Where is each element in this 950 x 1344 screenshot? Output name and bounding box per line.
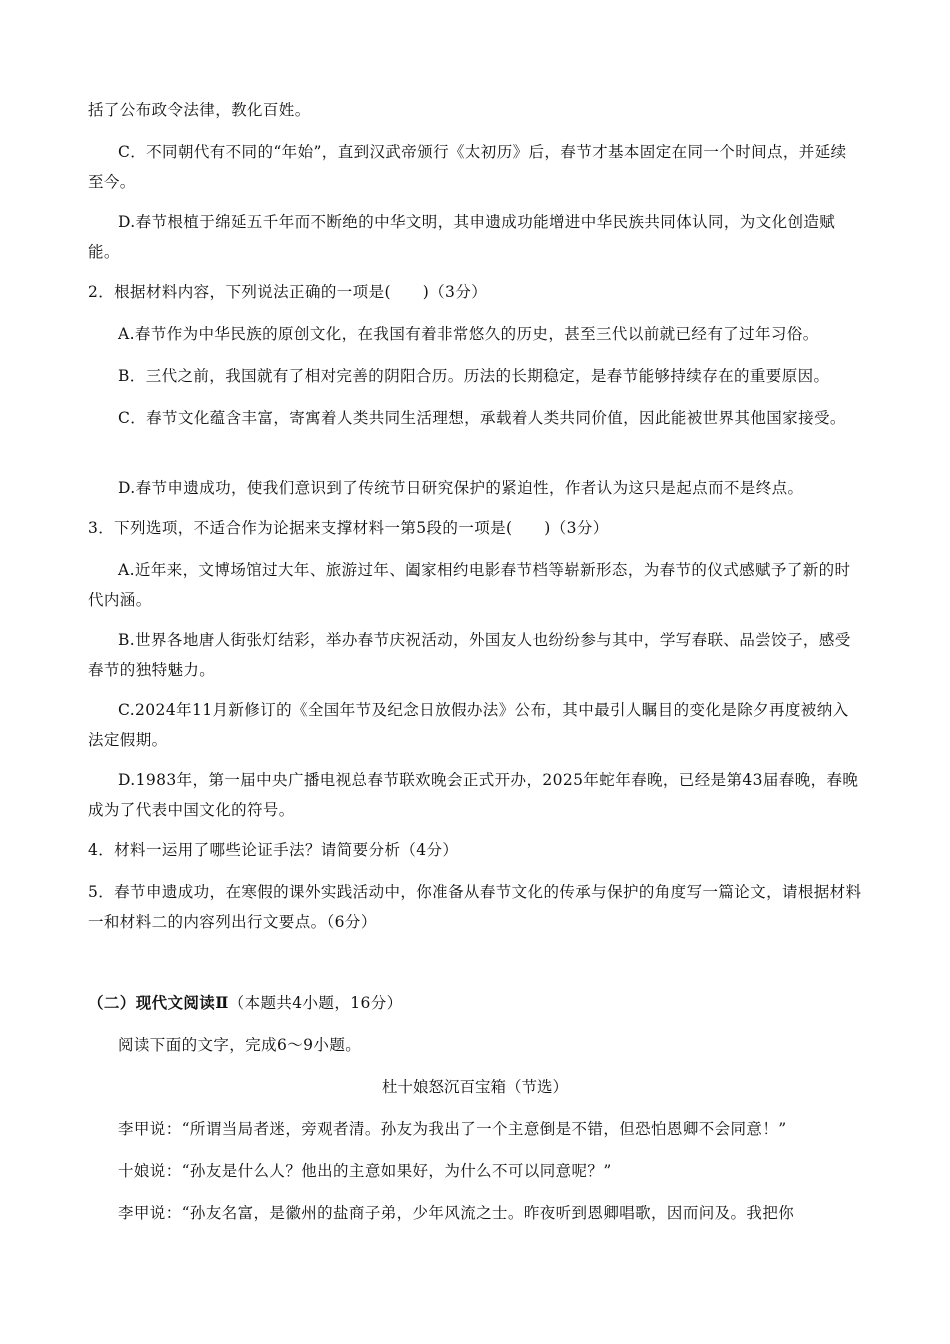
reading-instruction: 阅读下面的文字，完成6～9小题。 (118, 1036, 362, 1054)
question-2: 2．根据材料内容，下列说法正确的一项是( )（3分） (88, 283, 488, 301)
question-5: 5．春节申遗成功，在寒假的课外实践活动中，你准备从春节文化的传承与保护的角度写一篇论文，请根据材料一和材料二的内容列出行文要点。（6分） (88, 883, 862, 931)
option-c-line: C．不同朝代有不同的“年始”，直到汉武帝颁行《太初历》后，春节才基本固定在同一个时间点，并延续至今。 (88, 143, 847, 191)
paragraph-continuation: 括了公布政令法律，教化百姓。 (88, 101, 311, 119)
question-3-option-d: D.1983年，第一届中央广播电视总春节联欢晚会正式开办，2025年蛇年春晚，已经是第43届春晚，春晚成为了代表中国文化的符号。 (88, 771, 859, 819)
question-2-option-a: A.春节作为中华民族的原创文化，在我国有着非常悠久的历史，甚至三代以前就已经有了过年习俗。 (118, 325, 819, 343)
dialogue-line-3: 李甲说：“孙友名富，是徽州的盐商子弟，少年风流之士。昨夜听到恩卿唱歌，因而问及。我把你 (118, 1204, 795, 1222)
dialogue-line-1: 李甲说：“所谓当局者迷，旁观者清。孙友为我出了一个主意倒是不错，但恐怕恩卿不会同意！” (118, 1120, 787, 1138)
section-note: （本题共4小题，16分） (228, 994, 403, 1012)
question-2-option-c: C．春节文化蕴含丰富，寄寓着人类共同生活理想，承载着人类共同价值，因此能被世界其他国家接受。 (118, 409, 846, 427)
question-2-option-d: D.春节申遗成功，使我们意识到了传统节日研究保护的紧迫性，作者认为这只是起点而不是终点。 (118, 479, 804, 497)
section-title: （二）现代文阅读Ⅱ (88, 993, 229, 1012)
question-3-option-b: B.世界各地唐人街张灯结彩，举办春节庆祝活动，外国友人也纷纷参与其中，学写春联、品尝饺子，感受春节的独特魅力。 (88, 631, 851, 679)
question-2-option-b: B．三代之前，我国就有了相对完善的阴阳合历。历法的长期稳定，是春节能够持续存在的重要原因。 (118, 367, 830, 385)
question-3-option-c: C.2024年11月新修订的《全国年节及纪念日放假办法》公布，其中最引人瞩目的变化是除夕再度被纳入法定假期。 (88, 701, 849, 749)
question-3-option-a: A.近年来，文博场馆过大年、旅游过年、阖家相约电影春节档等崭新形态，为春节的仪式感赋予了新的时代内涵。 (88, 561, 851, 609)
question-3: 3．下列选项，不适合作为论据来支撑材料一第5段的一项是( )（3分） (88, 519, 609, 537)
option-d-line: D.春节根植于绵延五千年而不断绝的中华文明，其申遗成功能增进中华民族共同体认同，为文化创造赋能。 (88, 213, 836, 261)
question-4: 4．材料一运用了哪些论证手法？请简要分析（4分） (88, 841, 459, 859)
passage-title: 杜十娘怒沉百宝箱（节选） (381, 1078, 568, 1096)
dialogue-line-2: 十娘说：“孙友是什么人？他出的主意如果好，为什么不可以同意呢？” (118, 1162, 612, 1180)
section-heading (88, 988, 862, 1018)
